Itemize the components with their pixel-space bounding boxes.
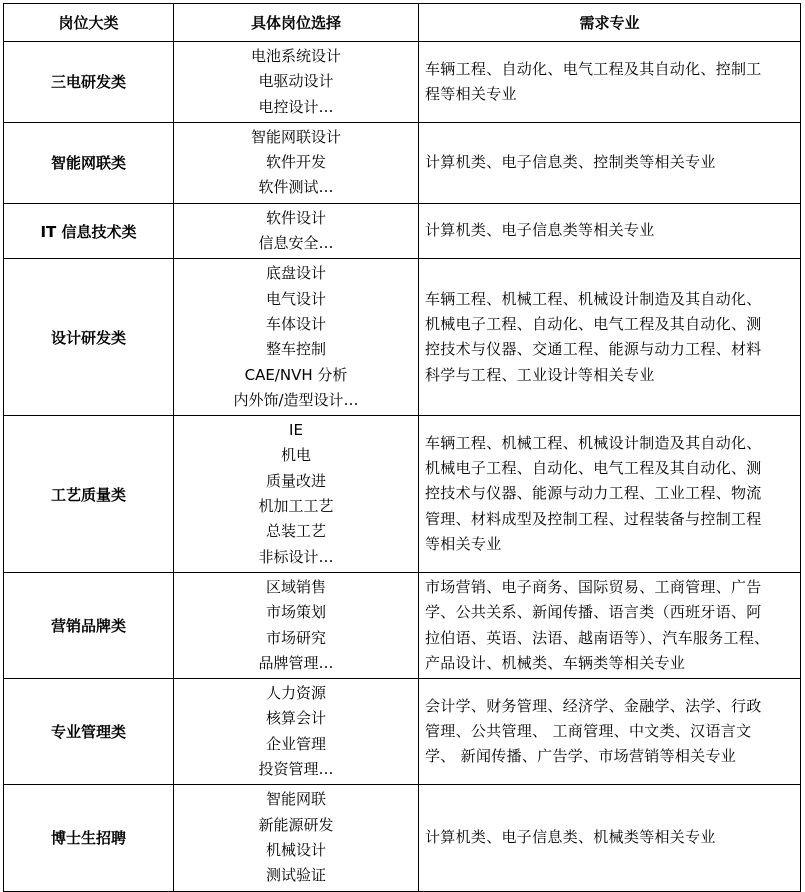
- category-cell: 营销品牌类: [4, 572, 174, 678]
- header-positions: 具体岗位选择: [174, 4, 419, 42]
- position-item: 市场研究: [265, 628, 326, 647]
- majors-line: 计算机类、电子信息类、控制类等相关专业: [425, 153, 716, 172]
- positions-cell: [174, 416, 419, 573]
- majors-cell: [419, 259, 801, 416]
- majors-line: 程等相关专业: [425, 84, 517, 103]
- positions-cell: [174, 572, 419, 678]
- position-item: 整车控制: [265, 340, 326, 359]
- table-row: [4, 572, 801, 678]
- majors-line: 产品设计、机械类、车辆类等相关专业: [425, 653, 686, 672]
- table-row: [4, 42, 801, 123]
- position-item: CAE/NVH 分析: [244, 365, 348, 384]
- majors-line: 等相关专业: [425, 534, 502, 553]
- position-item: 机加工工艺: [258, 497, 334, 516]
- majors-line: 控技术与仪器、能源与动力工程、工业工程、物流: [425, 484, 762, 503]
- table-row: [4, 122, 801, 203]
- majors-line: 管理、公共管理、 工商管理、中文类、汉语言文: [425, 722, 752, 741]
- position-item: 投资管理…: [258, 760, 334, 779]
- position-item: 内外饰/造型设计…: [233, 390, 359, 409]
- majors-cell: [419, 679, 801, 785]
- majors-line: 机械电子工程、自动化、电气工程及其自动化、测: [425, 314, 762, 333]
- position-item: 电池系统设计: [250, 47, 341, 65]
- position-item: 新能源研发: [258, 815, 334, 834]
- position-item: 智能网联设计: [250, 127, 341, 146]
- majors-line: 拉伯语、英语、法语、越南语等）、汽车服务工程、: [425, 628, 770, 647]
- majors-cell: [419, 572, 801, 678]
- position-item: 品牌管理…: [258, 653, 334, 672]
- majors-cell: [419, 42, 801, 123]
- table-row: [4, 259, 801, 416]
- majors-cell: [419, 416, 801, 573]
- position-item: 人力资源: [265, 684, 326, 703]
- position-item: 企业管理: [265, 734, 326, 753]
- majors-line: 计算机类、电子信息类等相关专业: [425, 221, 655, 240]
- majors-line: 学、公共关系、新闻传播、语言类（西班牙语、阿: [425, 603, 762, 622]
- majors-line: 车辆工程、自动化、电气工程及其自动化、控制工: [425, 59, 762, 78]
- category-cell: 工艺质量类: [4, 416, 174, 573]
- position-item: 质量改进: [265, 471, 326, 490]
- position-item: 电气设计: [265, 289, 326, 308]
- majors-line: 科学与工程、工业设计等相关专业: [425, 365, 655, 384]
- position-item: 市场策划: [265, 603, 326, 622]
- position-item: 核算会计: [265, 709, 326, 728]
- positions-cell: [174, 42, 419, 123]
- majors-line: 控技术与仪器、交通工程、能源与动力工程、材料: [425, 340, 762, 359]
- majors-line: 计算机类、电子信息类、机械类等相关专业: [425, 828, 716, 847]
- majors-line: 机械电子工程、自动化、电气工程及其自动化、测: [425, 459, 762, 478]
- majors-line: 管理、材料成型及控制工程、过程装备与控制工程: [425, 509, 762, 528]
- majors-line: 学、 新闻传播、广告学、市场营销等相关专业: [425, 747, 737, 766]
- positions-cell: [174, 679, 419, 785]
- position-item: 总装工艺: [265, 522, 326, 541]
- position-item: 电控设计…: [258, 97, 334, 116]
- category-cell: 博士生招聘: [4, 785, 174, 891]
- header-row: [4, 4, 801, 42]
- table-row: [4, 416, 801, 573]
- majors-line: 车辆工程、机械工程、机械设计制造及其自动化、: [425, 433, 762, 452]
- position-item: 软件设计: [265, 208, 326, 227]
- position-item: 机械设计: [265, 840, 326, 859]
- position-item: 智能网联: [265, 790, 326, 809]
- majors-line: 车辆工程、机械工程、机械设计制造及其自动化、: [425, 289, 762, 308]
- table-row: [4, 785, 801, 891]
- position-item: 底盘设计: [265, 264, 326, 283]
- positions-cell: [174, 259, 419, 416]
- majors-line: 会计学、财务管理、经济学、金融学、法学、行政: [425, 696, 762, 715]
- positions-cell: [174, 785, 419, 891]
- category-cell: 智能网联类: [4, 122, 174, 203]
- category-cell: 专业管理类: [4, 679, 174, 785]
- majors-cell: [419, 203, 801, 259]
- table-row: [4, 203, 801, 259]
- majors-cell: [419, 122, 801, 203]
- category-cell: 设计研发类: [4, 259, 174, 416]
- position-item: 机电: [280, 446, 311, 465]
- position-item: 非标设计…: [258, 547, 334, 566]
- position-item: 电驱动设计: [258, 72, 334, 91]
- recruitment-table: [3, 3, 801, 892]
- positions-cell: [174, 203, 419, 259]
- position-item: 测试验证: [265, 866, 326, 885]
- table-row: [4, 679, 801, 785]
- category-cell: IT 信息技术类: [4, 203, 174, 259]
- header-majors: 需求专业: [419, 4, 801, 42]
- majors-line: 市场营销、电子商务、国际贸易、工商管理、广告: [425, 577, 762, 596]
- position-item: 软件测试…: [258, 178, 334, 197]
- category-cell: 三电研发类: [4, 42, 174, 123]
- position-item: 软件开发: [265, 153, 326, 172]
- position-item: 车体设计: [265, 314, 326, 333]
- position-item: 区域销售: [265, 577, 326, 596]
- header-category: 岗位大类: [4, 4, 174, 42]
- position-item: IE: [289, 421, 303, 440]
- positions-cell: [174, 122, 419, 203]
- majors-cell: [419, 785, 801, 891]
- position-item: 信息安全…: [258, 234, 334, 253]
